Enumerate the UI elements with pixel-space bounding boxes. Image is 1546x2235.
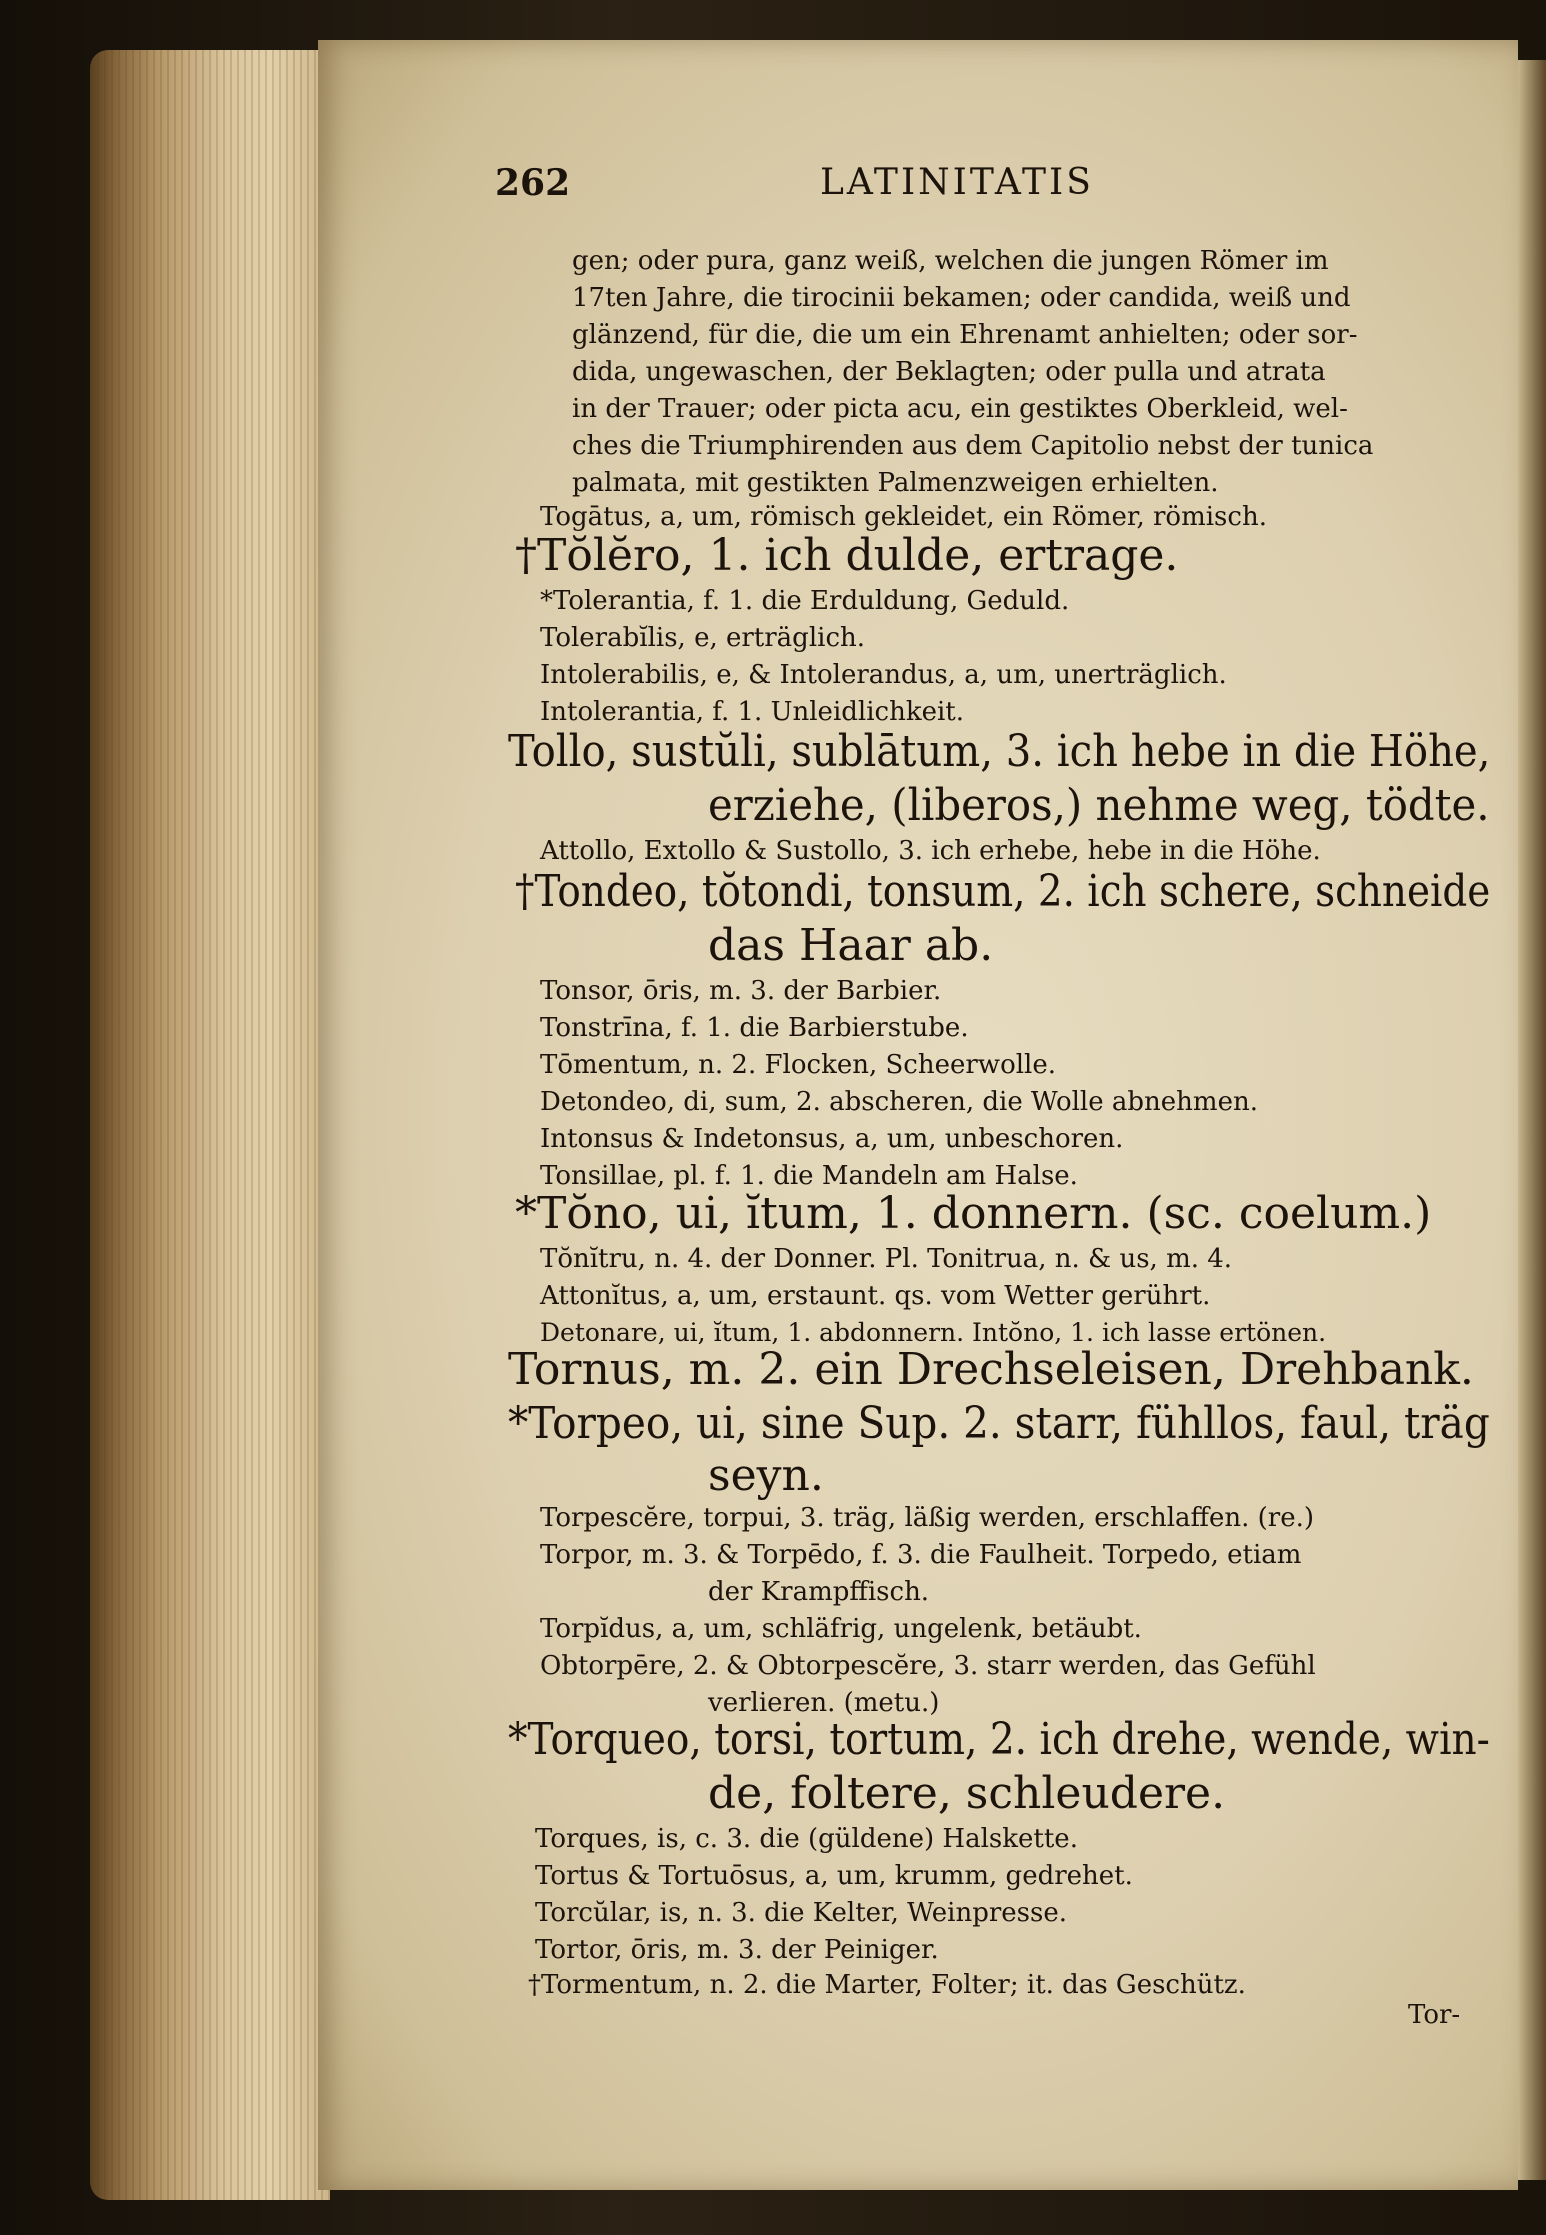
entry-line: 17ten Jahre, die tirocinii bekamen; oder candida, weiß und [572,283,1351,313]
entry-line: Tortor, ōris, m. 3. der Peiniger. [535,1935,939,1965]
running-title: LATINITATIS [820,162,1094,203]
headword-line: Tollo, sustŭli, sublātum, 3. ich hebe in die Höhe, [508,726,1491,777]
entry-line: glänzend, für die, die um ein Ehrenamt anhielten; oder sor- [572,320,1358,350]
entry-line: Torcŭlar, is, n. 3. die Kelter, Weinpresse. [535,1898,1067,1928]
entry-line: Intonsus & Indetonsus, a, um, unbeschoren. [540,1124,1124,1154]
entry-line: *Tolerantia, f. 1. die Erduldung, Geduld. [540,586,1070,616]
entry-line: Tortus & Tortuōsus, a, um, krumm, gedrehet. [535,1861,1133,1891]
page-number: 262 [495,162,571,204]
headword-line: erziehe, (liberos,) nehme weg, tödte. [708,780,1490,831]
entry-line: in der Trauer; oder picta acu, ein gestiktes Oberkleid, wel- [572,394,1348,424]
headword-line: *Tŏno, ui, ĭtum, 1. donnern. (sc. coelum.) [515,1188,1432,1239]
headword-line: das Haar ab. [708,920,994,971]
entry-line: Togātus, a, um, römisch gekleidet, ein Römer, römisch. [540,502,1267,532]
entry-line: gen; oder pura, ganz weiß, welchen die jungen Römer im [572,246,1329,276]
entry-line: Torpescĕre, torpui, 3. träg, läßig werden, erschlaffen. (re.) [540,1503,1315,1533]
entry-line: Tŏnĭtru, n. 4. der Donner. Pl. Tonitrua, n. & us, m. 4. [540,1244,1233,1274]
entry-line: verlieren. (metu.) [708,1688,940,1718]
entry-line: palmata, mit gestikten Palmenzweigen erhielten. [572,468,1219,498]
entry-line: Tōmentum, n. 2. Flocken, Scheerwolle. [540,1050,1057,1080]
catchword: Tor- [1408,2000,1461,2030]
entry-line: †Tormentum, n. 2. die Marter, Folter; it. das Geschütz. [528,1970,1246,2000]
entry-line: der Krampffisch. [708,1577,930,1607]
entry-line: Tonsillae, pl. f. 1. die Mandeln am Halse. [540,1161,1078,1191]
entry-line: dida, ungewaschen, der Beklagten; oder pulla und atrata [572,357,1326,387]
entry-line: Attonĭtus, a, um, erstaunt. qs. vom Wetter gerührt. [540,1281,1211,1311]
entry-line: Intolerabilis, e, & Intolerandus, a, um, unerträglich. [540,660,1227,690]
entry-line: Torpĭdus, a, um, schläfrig, ungelenk, betäubt. [540,1614,1142,1644]
headword-line: †Tŏlĕro, 1. ich dulde, ertrage. [515,530,1179,581]
headword-line: †Tondeo, tŏtondi, tonsum, 2. ich schere, schneide [515,866,1491,917]
entry-line: Attollo, Extollo & Sustollo, 3. ich erhebe, hebe in die Höhe. [540,836,1321,866]
entry-line: Tonstrīna, f. 1. die Barbierstube. [540,1013,969,1043]
headword-line: de, foltere, schleudere. [708,1768,1226,1819]
entry-line: Detonare, ui, ĭtum, 1. abdonnern. Intŏno, 1. ich lasse ertönen. [540,1318,1327,1347]
entry-line: ches die Triumphirenden aus dem Capitolio nebst der tunica [572,431,1374,461]
entry-line: Tolerabĭlis, e, erträglich. [540,623,866,653]
entry-line: Torques, is, c. 3. die (güldene) Halskette. [535,1824,1078,1854]
entry-line: Detondeo, di, sum, 2. abscheren, die Wolle abnehmen. [540,1087,1258,1117]
headword-line: *Torqueo, torsi, tortum, 2. ich drehe, wende, win- [508,1714,1490,1765]
entry-line: Obtorpēre, 2. & Obtorpescĕre, 3. starr werden, das Gefühl [540,1651,1316,1681]
headword-line: *Torpeo, ui, sine Sup. 2. starr, fühllos, faul, träg [508,1398,1490,1449]
entry-line: Intolerantia, f. 1. Unleidlichkeit. [540,697,965,727]
headword-line: seyn. [708,1450,824,1501]
headword-line: Tornus, m. 2. ein Drechseleisen, Drehbank. [508,1344,1474,1395]
entry-line: Torpor, m. 3. & Torpēdo, f. 3. die Faulheit. Torpedo, etiam [540,1540,1302,1570]
entry-line: Tonsor, ōris, m. 3. der Barbier. [540,976,942,1006]
